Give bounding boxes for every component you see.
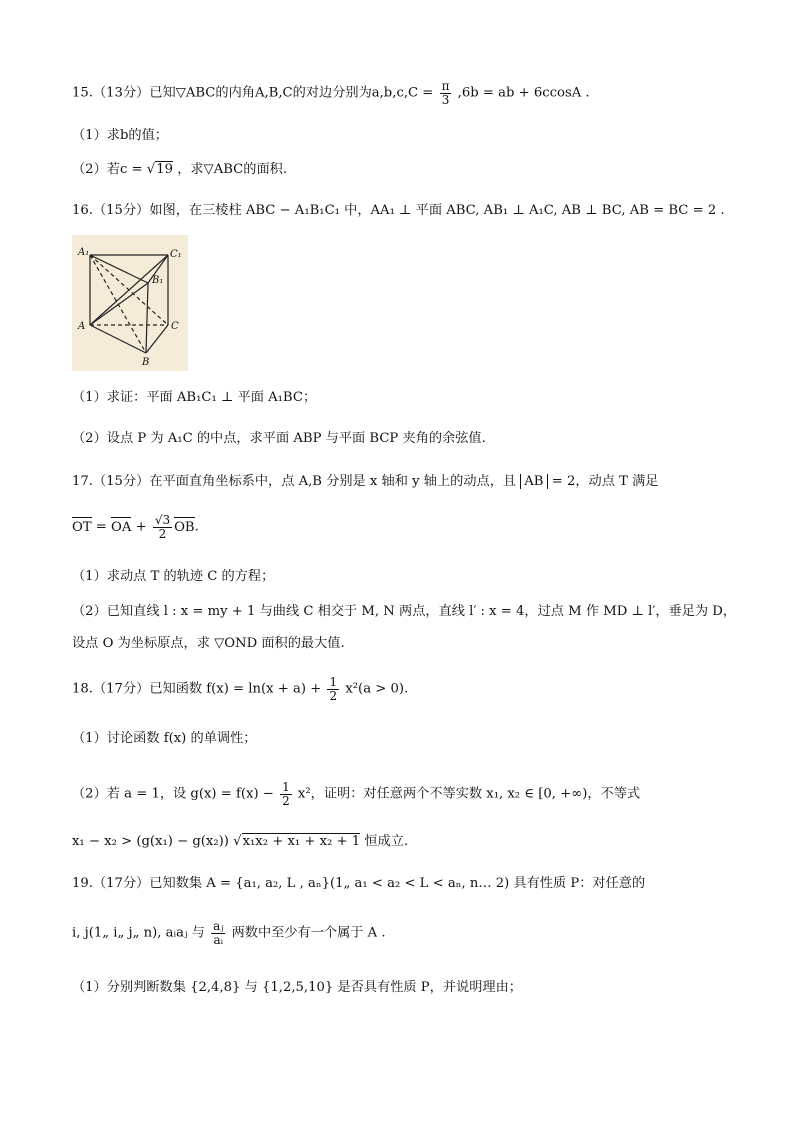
label-b: B: [142, 357, 150, 368]
fraction: $\frac{\text{aⱼ}}{\text{aᵢ}}$: [213, 919, 224, 947]
label-a: A: [78, 321, 86, 332]
q17-part1: （1）求动点 T 的轨迹 C 的方程；: [72, 569, 275, 584]
q17-stem: 17.（15分）在平面直角坐标系中，点 A,B 分别是 x 轴和 y 轴上的动点，且 AB = 2，动点 T 满足: [72, 474, 659, 489]
q17-part2: （2）已知直线 l : x = my + 1 与曲线 C 相交于 M, N 两点，直线 l′ : x = 4，过点 M 作 MD ⊥ l′，垂足为 D，: [72, 604, 737, 619]
q18-part2: （2）若 a = 1，设 g(x) = f(x) − $\frac{1}{2}$ x²，证明：对任意两个不等实数 x₁, x₂ ∈ [0, +∞)，不等式: [72, 780, 641, 808]
label-c: C: [171, 321, 179, 332]
q16-stem: 16.（15分）如图，在三棱柱 ABC − A₁B₁C₁ 中，AA₁ ⊥ 平面 ABC, AB₁ ⊥ A₁C, AB ⊥ BC, AB = BC = 2 .: [72, 203, 725, 218]
fraction: $\frac{1}{2}$: [329, 675, 338, 703]
q19-part1: （1）分别判断数集 {2,4,8} 与 {1,2,5,10} 是否具有性质 P，并说明理由；: [72, 980, 522, 995]
q15-part1: （1）求b的值；: [72, 128, 168, 143]
edge-ab: [90, 325, 146, 353]
q17-vector-eq: OT = OA + $\frac{√3}{2}$ OB.: [72, 513, 199, 541]
abs-ab: AB: [520, 474, 547, 489]
diag-ab1: [90, 283, 148, 325]
q15-stem: 15.（13分）已知▽ABC的内角A,B,C的对边分别为a,b,c,C = $\frac{\pi}{3}$ ,6b = ab + 6ccosA .: [72, 79, 590, 107]
sqrt-radicand: x₁x₂ + x₁ + x₂ + 1: [242, 834, 361, 849]
q18-stem: 18.（17分）已知函数 f(x) = ln(x + a) + $\frac{1}{2}$ x²(a > 0).: [72, 675, 409, 703]
q18-part1: （1）讨论函数 f(x) 的单调性；: [72, 731, 257, 746]
edge-bb1: [146, 283, 148, 353]
q19-stem: 19.（17分）已知数集 A = {a₁, a₂, L , aₙ}(1„ a₁ < a₂ < L < aₙ, n… 2) 具有性质 P：对任意的: [72, 876, 646, 891]
q18-part2-cont: x₁ − x₂ > (g(x₁) − g(x₂)) √x₁x₂ + x₁ + x₂ + 1 恒成立.: [72, 834, 409, 849]
edge-a1b1: [90, 255, 148, 283]
q16-part2: （2）设点 P 为 A₁C 的中点，求平面 ABP 与平面 BCP 夹角的余弦值.: [72, 431, 486, 446]
label-b1: B₁: [152, 275, 164, 286]
edge-bc: [146, 325, 168, 353]
q19-stem-cont: i, j(1„ i„ j„ n), aᵢaⱼ 与 $\frac{\text{aⱼ}}{\text{aᵢ}}$ 两数中至少有一个属于 A .: [72, 919, 386, 947]
q17-part2-cont: 设点 O 为坐标原点，求 ▽OND 面积的最大值.: [72, 636, 345, 651]
fraction: $\frac{1}{2}$: [282, 780, 290, 808]
fraction: $\frac{\pi}{3}$: [441, 79, 450, 107]
q16-part1: （1）求证：平面 AB₁C₁ ⊥ 平面 A₁BC；: [72, 390, 317, 405]
vector-oa: OA: [111, 519, 132, 535]
vector-ot: OT: [72, 519, 92, 535]
prism-diagram: [72, 235, 188, 371]
label-a1: A₁: [78, 247, 90, 258]
sqrt-radicand: 19: [156, 162, 173, 177]
vector-ob: OB: [174, 519, 195, 535]
fraction: $\frac{√3}{2}$: [154, 513, 171, 541]
label-c1: C₁: [170, 249, 182, 260]
diag-a1b-hidden: [90, 255, 146, 353]
q15-part2: （2）若c = √19 ，求▽ABC的面积.: [72, 162, 288, 177]
prism-figure: [72, 235, 188, 371]
